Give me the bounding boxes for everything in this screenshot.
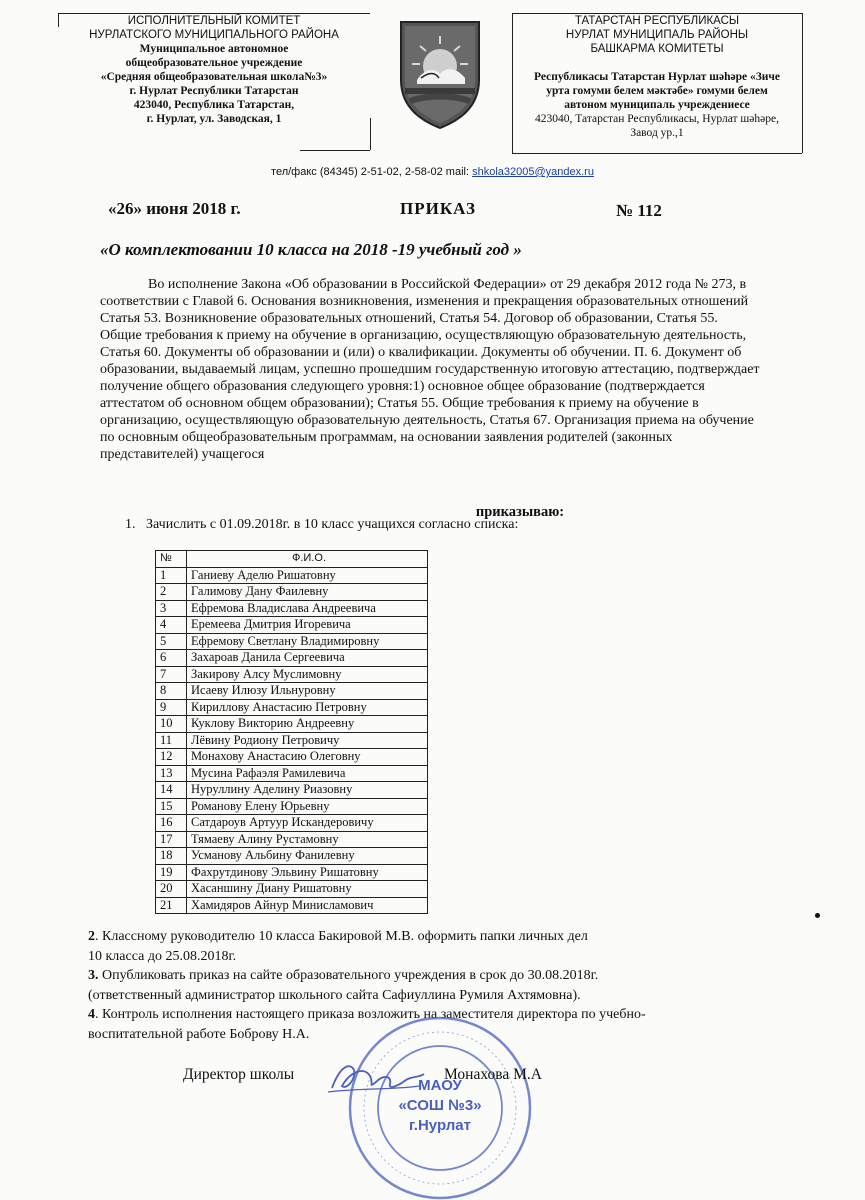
stamp-text-3: г.Нурлат: [409, 1117, 471, 1134]
student-name: Сатдароув Артуур Искандеровичу: [187, 815, 428, 832]
table-row: [156, 848, 428, 865]
school-name-tatar-line3: автоном муниципаль учреждениесе: [564, 99, 750, 111]
item-1-number: 1.: [125, 517, 136, 532]
row-number: 12: [156, 749, 187, 766]
item-2-cont: 10 класса до 25.08.2018г.: [88, 948, 237, 964]
row-number: 5: [156, 633, 187, 650]
header-right-right-rule: [802, 13, 803, 153]
table-row: [156, 782, 428, 799]
stamp-text-2: «СОШ №3»: [398, 1097, 482, 1114]
student-name: Хасаншину Диану Ришатовну: [187, 881, 428, 898]
student-name: Закирову Алсу Муслимовну: [187, 666, 428, 683]
stamp-text-1: МАОУ: [418, 1077, 462, 1094]
header-left-corner: [58, 13, 59, 27]
item-1: [125, 517, 518, 533]
table-row: [156, 617, 428, 634]
row-number: 8: [156, 683, 187, 700]
item-1-text: Зачислить с 01.09.2018г. в 10 класс учащихся согласно списка:: [146, 517, 519, 532]
student-name: Фахрутдинову Эльвину Ришатовну: [187, 864, 428, 881]
item-4-cont: воспитательной работе Боброву Н.А.: [88, 1026, 310, 1042]
item-3-text: Опубликовать приказ на сайте образовательного учреждения в срок до 30.08.2018г.: [98, 968, 599, 983]
table-row: [156, 666, 428, 683]
item-4-text: . Контроль исполнения настоящего приказа возложить на заместителя директора по учебно-: [95, 1007, 646, 1022]
student-name: Галимову Дану Фаилевну: [187, 584, 428, 601]
student-name: Лёвину Родиону Петровичу: [187, 732, 428, 749]
row-number: 21: [156, 897, 187, 914]
order-number: № 112: [616, 201, 662, 220]
table-row: [156, 567, 428, 584]
table-row: [156, 650, 428, 667]
row-number: 19: [156, 864, 187, 881]
director-signature: [320, 1058, 430, 1098]
header-right-top-rule: [512, 13, 802, 14]
row-number: 9: [156, 699, 187, 716]
row-number: 6: [156, 650, 187, 667]
header-right-block: [512, 14, 802, 154]
nurlat-emblem: [395, 18, 485, 130]
school-address-line1: 423040, Республика Татарстан,: [133, 99, 295, 111]
district-title: НУРЛАТСКОГО МУНИЦИПАЛЬНОГО РАЙОНА: [89, 29, 339, 41]
table-row: [156, 699, 428, 716]
student-name: Усманову Альбину Фанилевну: [187, 848, 428, 865]
row-number: 10: [156, 716, 187, 733]
row-number: 11: [156, 732, 187, 749]
item-3: [88, 966, 768, 986]
students-table: [155, 550, 428, 914]
student-name: Ефремова Владислава Андреевича: [187, 600, 428, 617]
table-row: [156, 864, 428, 881]
header-left-top-rule: [58, 13, 370, 14]
item-2: [88, 927, 768, 947]
row-number: 4: [156, 617, 187, 634]
student-name: Ганиеву Аделю Ришатовну: [187, 567, 428, 584]
header-right-bottom-rule: [512, 153, 802, 154]
row-number: 13: [156, 765, 187, 782]
table-row: [156, 798, 428, 815]
table-row: [156, 897, 428, 914]
order-preamble: Во исполнение Закона «Об образовании в Российской Федерации» от 29 декабря 2012 года № 273, в соответствии с Главой 6. Основания возникновения, изменения и прекращения образовательных отношений Статья 53. Возникновение образовательных отношений, Статья 54. Договор об образовании, Статья 55. Общие требования к приему на обучение в организацию, осуществляющую образовательную деятельность, Статья 60. Документы об образовании и (или) о квалификации. Документы об обучении. П. 6. Документ об образовании, выдаваемый лицам, успешно прошедшим государственную итоговую аттестацию, подтверждает получение общего образования следующего уровня:1) основное общее образование (подтверждается аттестатом об основном общем образовании); Статья 55. Общие требования к приему на обучение в организацию, осуществляющую образовательную деятельность, Статья 67. Организация приема на обучение по основным общеобразовательным программам, на основании заявления родителей (законных представителей) учащегося: [100, 277, 760, 462]
item-3-cont: (ответственный администратор школьного сайта Сафиуллина Румиля Ахтямовна).: [88, 987, 581, 1003]
table-row: [156, 716, 428, 733]
table-row: [156, 633, 428, 650]
school-stamp: [340, 1010, 540, 1200]
student-name: Кириллову Анастасию Петровну: [187, 699, 428, 716]
student-name: Исаеву Илюзу Ильнуровну: [187, 683, 428, 700]
school-city: г. Нурлат Республики Татарстан: [129, 85, 299, 97]
row-number: 17: [156, 831, 187, 848]
district-title-tatar: НУРЛАТ МУНИЦИПАЛЬ РАЙОНЫ: [565, 29, 749, 41]
item-3-number: 3.: [88, 968, 99, 983]
item-4-number: 4: [88, 1007, 95, 1022]
row-number: 3: [156, 600, 187, 617]
student-name: Еремеева Дмитрия Игоревича: [187, 617, 428, 634]
school-name: «Средняя общеобразовательная школа№3»: [100, 71, 328, 83]
school-name-tatar-line1: Республикасы Татарстан Нурлат шәһәре «Зиче: [533, 71, 781, 83]
email-link[interactable]: shkola32005@yandex.ru: [472, 166, 594, 178]
phone-fax: тел/факс (84345) 2-51-02, 2-58-02 mail:: [271, 166, 473, 178]
row-number: 16: [156, 815, 187, 832]
contacts-line: [0, 166, 865, 178]
order-title: ПРИКАЗ: [400, 199, 476, 218]
table-row: [156, 732, 428, 749]
item-2-text: . Классному руководителю 10 класса Бакировой М.В. оформить папки личных дел: [95, 929, 588, 944]
stray-dot: [815, 913, 820, 918]
header-right-left-rule: [512, 13, 513, 153]
signature-position: Директор школы: [183, 1066, 295, 1083]
committee-title: ИСПОЛНИТЕЛЬНЫЙ КОМИТЕТ: [127, 15, 301, 27]
row-number: 1: [156, 567, 187, 584]
table-header-row: [156, 551, 428, 568]
school-type-line2: общеобразовательное учреждение: [125, 57, 303, 69]
table-row: [156, 749, 428, 766]
col-name-header: Ф.И.О.: [187, 551, 428, 568]
col-number-header: №: [156, 551, 187, 568]
row-number: 15: [156, 798, 187, 815]
order-date: «26» июня 2018 г.: [108, 199, 241, 218]
header-left-block: [58, 14, 370, 148]
student-name: Тямаеву Алину Рустамовну: [187, 831, 428, 848]
header-left-bottom-rule: [300, 150, 370, 151]
decree-word: приказываю:: [475, 504, 565, 520]
school-address-line2: г. Нурлат, ул. Заводская, 1: [146, 113, 282, 125]
row-number: 18: [156, 848, 187, 865]
row-number: 7: [156, 666, 187, 683]
table-row: [156, 600, 428, 617]
school-type-line1: Муниципальное автономное: [139, 43, 289, 55]
row-number: 20: [156, 881, 187, 898]
student-name: Захароав Данила Сергеевича: [187, 650, 428, 667]
student-name: Нуруллину Аделину Риазовну: [187, 782, 428, 799]
row-number: 2: [156, 584, 187, 601]
item-2-number: 2: [88, 929, 95, 944]
table-row: [156, 881, 428, 898]
committee-title-tatar: БАШКАРМА КОМИТЕТЫ: [590, 43, 724, 55]
student-name: Романову Елену Юрьевну: [187, 798, 428, 815]
address-tatar-line1: 423040, Татарстан Республикасы, Нурлат шәһәре,: [535, 113, 779, 125]
student-name: Куклову Викторию Андреевну: [187, 716, 428, 733]
signature-name: Монахова М.А: [444, 1066, 542, 1083]
table-row: [156, 683, 428, 700]
order-subject: «О комплектовании 10 класса на 2018 -19 учебный год »: [100, 240, 522, 259]
table-row: [156, 584, 428, 601]
student-name: Мусина Рафаэля Рамилевича: [187, 765, 428, 782]
republic-title: ТАТАРСТАН РЕСПУБЛИКАСЫ: [574, 15, 740, 27]
student-name: Ефремову Светлану Владимировну: [187, 633, 428, 650]
student-name: Хамидяров Айнур Минисламович: [187, 897, 428, 914]
table-row: [156, 765, 428, 782]
address-tatar-line2: Завод ур.,1: [630, 127, 684, 139]
header-left-bottom-corner: [370, 118, 371, 150]
table-row: [156, 815, 428, 832]
student-name: Монахову Анастасию Олеговну: [187, 749, 428, 766]
row-number: 14: [156, 782, 187, 799]
school-name-tatar-line2: урта гомуми белем мәктәбе» гомуми белем: [546, 85, 768, 97]
table-row: [156, 831, 428, 848]
